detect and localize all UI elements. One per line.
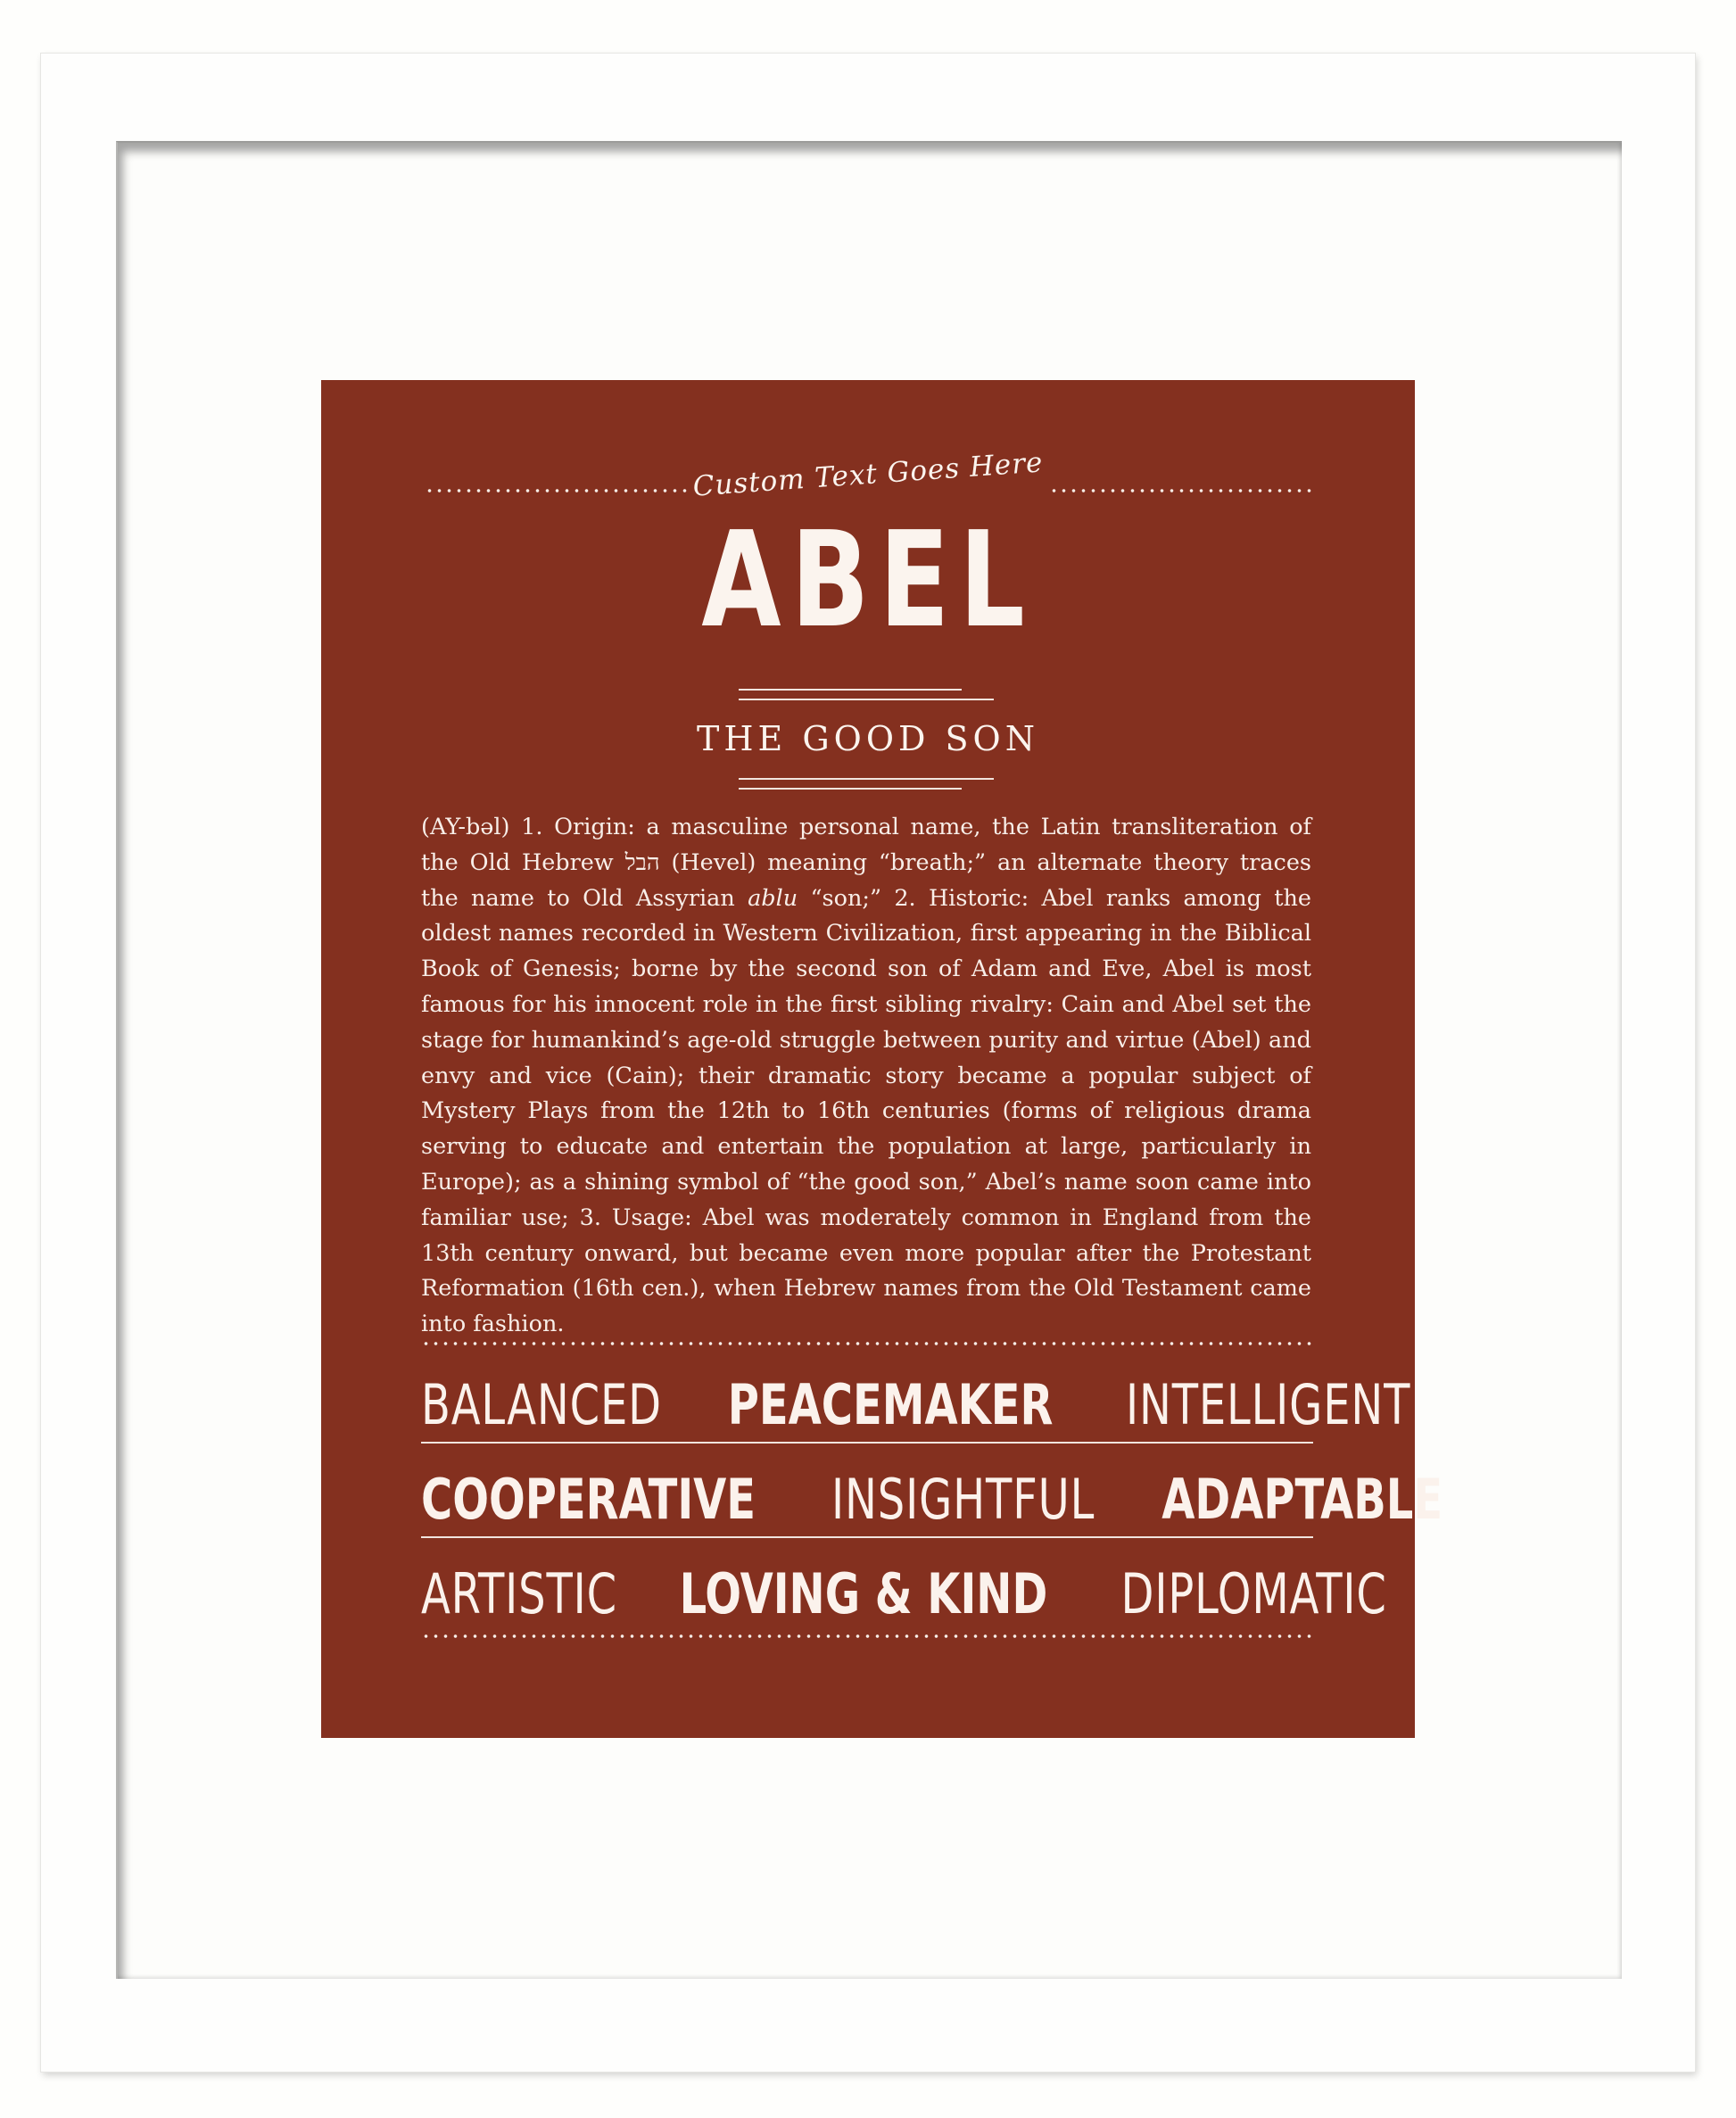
name-definition bbox=[421, 810, 1311, 1343]
name-print bbox=[321, 380, 1443, 1738]
dotted-divider-traits-top bbox=[421, 1342, 1313, 1345]
dotted-divider-traits-bottom bbox=[421, 1634, 1313, 1638]
trait: INSIGHTFUL bbox=[831, 1467, 1095, 1532]
name-title: ABEL bbox=[701, 503, 1035, 657]
trait-row-2 bbox=[421, 1456, 1443, 1532]
rule-bottom-long bbox=[739, 778, 994, 780]
custom-text: Custom Text Goes Here bbox=[691, 446, 1045, 503]
dotted-divider-right bbox=[1049, 489, 1311, 492]
trait: INTELLIGENT bbox=[1126, 1372, 1411, 1437]
pronunciation: (AY-bəl) bbox=[421, 814, 510, 840]
trait-row-3 bbox=[421, 1551, 1387, 1626]
trait: BALANCED bbox=[421, 1372, 662, 1437]
ablu-term: ablu bbox=[748, 884, 798, 912]
rule-bottom-short bbox=[739, 788, 962, 790]
trait: COOPERATIVE bbox=[421, 1467, 756, 1532]
trait: DIPLOMATIC bbox=[1120, 1561, 1387, 1626]
trait: PEACEMAKER bbox=[727, 1372, 1054, 1437]
trait-divider-2 bbox=[421, 1536, 1313, 1538]
trait: LOVING & KIND bbox=[679, 1561, 1048, 1626]
definition-part-1: 1. Origin: a masculine personal name, the Latin transliteration of the Old Hebrew הבל (Hevel) meaning “breath;” an alternate theory traces the name to Old Assyrian bbox=[421, 814, 1311, 912]
trait-row-1 bbox=[421, 1361, 1411, 1437]
rule-top-short bbox=[739, 689, 962, 691]
trait: ARTISTIC bbox=[421, 1561, 617, 1626]
trait: ADAPTABLE bbox=[1161, 1467, 1443, 1532]
definition-part-2: “son;” 2. Historic: Abel ranks among the oldest names recorded in Western Civilization, first appearing in the Biblical Book of Genesis; borne by the second son of Adam and Eve, Abel is most famous for his innocent role in the first sibling rivalry: Cain and Abel set the stage for humankind’s age-old struggle between purity and virtue (Abel) and envy and vice (Cain); their dramatic story became a popular subject of Mystery Plays from the 12th to 16th centuries (forms of religious drama serving to educate and entertain the population at large, particularly in Europe); as a shining symbol of “the good son,” Abel’s name soon came into familiar use; 3. Usage: Abel was moderately common in England from the 13th century onward, but became even more popular after the Protestant Reformation (16th cen.), when Hebrew names from the Old Testament came into fashion. bbox=[421, 884, 1311, 1338]
trait-divider-1 bbox=[421, 1442, 1313, 1444]
rule-top-long bbox=[739, 699, 994, 700]
subtitle: THE GOOD SON bbox=[697, 719, 1039, 758]
